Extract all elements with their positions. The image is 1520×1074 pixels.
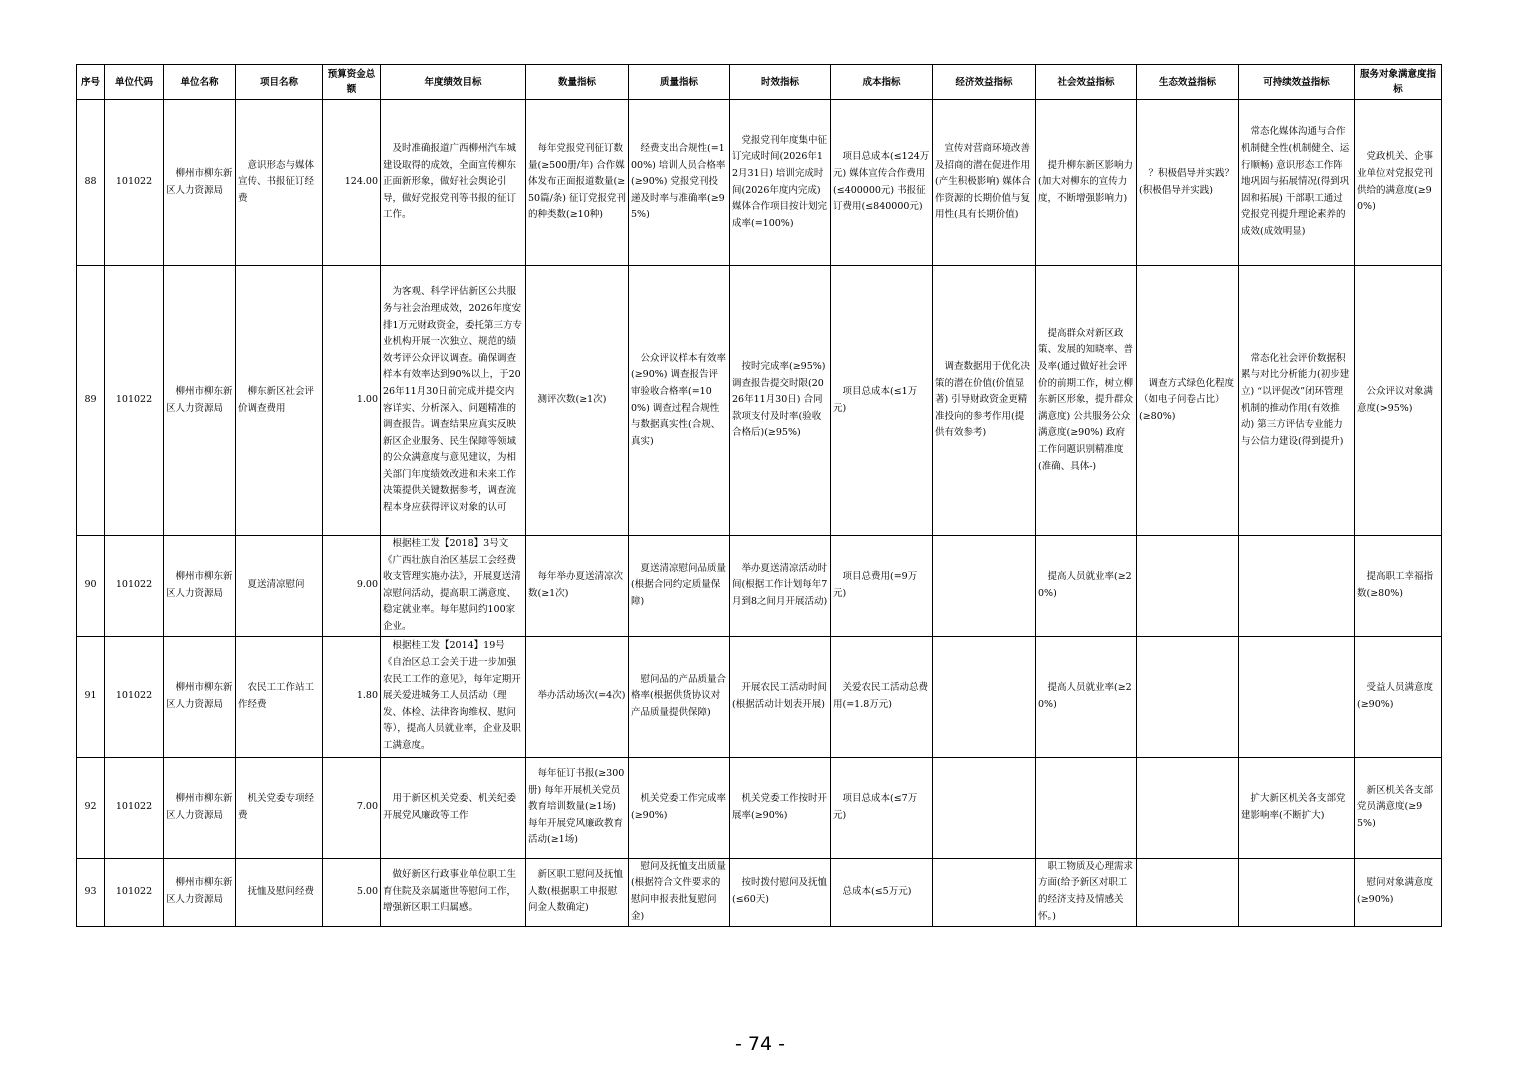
header-cell: 社会效益指标 (1036, 65, 1137, 100)
unit-code: 101022 (105, 858, 164, 926)
quality-indicator: 机关党委工作完成率(≥90%) (629, 757, 730, 858)
header-cell: 单位代码 (105, 65, 164, 100)
unit-name: 柳州市柳东新区人力资源局 (164, 100, 236, 266)
quality-indicator: 夏送清凉慰问品质量(根据合同约定质量保障) (629, 536, 730, 637)
satisfaction-indicator: 新区机关各支部党员满意度(≥95%) (1355, 757, 1442, 858)
unit-code: 101022 (105, 536, 164, 637)
annual-goal: 根据桂工发【2018】3号文《广西壮族自治区基层工会经费收支管理实施办法》，开展夏送清凉慰问活动，提高职工满意度、稳定就业率。每年慰问约100家企业。 (381, 536, 526, 637)
quality-indicator: 经费支出合规性(=100%) 培训人员合格率(≥90%) 党报党刊投递及时率与准确率(≥95%) (629, 100, 730, 266)
eco-indicator (1137, 536, 1239, 637)
budget-amount: 5.00 (323, 858, 381, 926)
quantity-indicator: 每年举办夏送清凉次数(≥1次) (526, 536, 629, 637)
annual-goal: 根据桂工发【2014】19号《自治区总工会关于进一步加强农民工工作的意见》，每年定期开展关爱进城务工人员活动（理发、体检、法律咨询维权、慰问等），提高人员就业率，企业及职工满意度。 (381, 636, 526, 757)
eco-indicator: 调查方式绿色化程度（如电子问卷占比）(≥80%) (1137, 266, 1239, 536)
project-name: 柳东新区社会评价调查费用 (236, 266, 323, 536)
eco-indicator (1137, 858, 1239, 926)
unit-code: 101022 (105, 266, 164, 536)
satisfaction-indicator: 提高职工幸福指数(≥80%) (1355, 536, 1442, 637)
sustain-indicator: 扩大新区机关各支部党建影响率(不断扩大) (1239, 757, 1355, 858)
economic-indicator (933, 757, 1036, 858)
unit-code: 101022 (105, 636, 164, 757)
annual-goal: 及时准确报道广西柳州汽车城建设取得的成效，全面宣传柳东正面新形象，做好社会舆论引导，做好党报党刊等书报的征订工作。 (381, 100, 526, 266)
performance-table (76, 64, 1442, 927)
header-cell: 单位名称 (164, 65, 236, 100)
header-cell: 成本指标 (831, 65, 933, 100)
quantity-indicator: 每年党报党刊征订数量(≥500册/年) 合作媒体发布正面报道数量(≥50篇/条) 征订党报党刊的种类数(≥10种) (526, 100, 629, 266)
unit-name: 柳州市柳东新区人力资源局 (164, 858, 236, 926)
timeliness-indicator: 开展农民工活动时间(根据活动计划表开展) (730, 636, 831, 757)
economic-indicator (933, 536, 1036, 637)
timeliness-indicator: 按时拨付慰问及抚恤(≤60天) (730, 858, 831, 926)
budget-amount: 124.00 (323, 100, 381, 266)
budget-amount: 9.00 (323, 536, 381, 637)
social-indicator: 提高人员就业率(≥20%) (1036, 636, 1137, 757)
sustain-indicator: 常态化社会评价数据积累与对比分析能力(初步建立) “以评促改”闭环管理机制的推动作用(有效推动) 第三方评估专业能力与公信力建设(得到提升) (1239, 266, 1355, 536)
header-cell: 质量指标 (629, 65, 730, 100)
table-row (77, 858, 1442, 926)
timeliness-indicator: 举办夏送清凉活动时间(根据工作计划每年7月到8之间月开展活动) (730, 536, 831, 637)
project-name: 农民工工作站工作经费 (236, 636, 323, 757)
timeliness-indicator: 机关党委工作按时开展率(≥90%) (730, 757, 831, 858)
annual-goal: 为客观、科学评估新区公共服务与社会治理成效，2026年度安排1万元财政资金，委托第三方专业机构开展一次独立、规范的绩效考评公众评议调查。确保调查样本有效率达到90%以上，于2026年11月30日前完成并提交内容详实、分析深入、问题精准的调查报告。调查结果应真实反映新区企业服务、民生保障等领域的公众满意度与意见建议，为相关部门年度绩效改进和未来工作决策提供关键数据参考，调查流程本身应获得评议对象的认可 (381, 266, 526, 536)
row-number: 91 (77, 636, 105, 757)
timeliness-indicator: 党报党刊年度集中征订完成时间(2026年12月31日) 培训完成时间(2026年度内完成) 媒体合作项目按计划完成率(=100%) (730, 100, 831, 266)
page-number: - 74 - (735, 1033, 785, 1055)
sustain-indicator (1239, 636, 1355, 757)
cost-indicator: 关爱农民工活动总费用(=1.8万元) (831, 636, 933, 757)
row-number: 92 (77, 757, 105, 858)
header-cell: 经济效益指标 (933, 65, 1036, 100)
economic-indicator: 调查数据用于优化决策的潜在价值(价值显著) 引导财政资金更精准投向的参考作用(提供有效参考) (933, 266, 1036, 536)
social-indicator: 提升柳东新区影响力(加大对柳东的宣传力度，不断增强影响力) (1036, 100, 1137, 266)
quality-indicator: 慰问品的产品质量合格率(根据供货协议对产品质量提供保障) (629, 636, 730, 757)
annual-goal: 用于新区机关党委、机关纪委开展党风廉政等工作 (381, 757, 526, 858)
budget-amount: 1.80 (323, 636, 381, 757)
quantity-indicator: 每年征订书报(≥300册) 每年开展机关党员教育培训数量(≥1场) 每年开展党风廉政教育活动(≥1场) (526, 757, 629, 858)
sustain-indicator (1239, 858, 1355, 926)
satisfaction-indicator: 受益人员满意度(≥90%) (1355, 636, 1442, 757)
unit-code: 101022 (105, 100, 164, 266)
social-indicator: 提高人员就业率(≥20%) (1036, 536, 1137, 637)
satisfaction-indicator: 党政机关、企事业单位对党报党刊供给的满意度(≥90%) (1355, 100, 1442, 266)
header-cell: 项目名称 (236, 65, 323, 100)
cost-indicator: 项目总成本(≤1万元) (831, 266, 933, 536)
project-name: 夏送清凉慰问 (236, 536, 323, 637)
table-row (77, 636, 1442, 757)
sustain-indicator (1239, 536, 1355, 637)
row-number: 89 (77, 266, 105, 536)
cost-indicator: 项目总成本(≤124万元) 媒体宣传合作费用(≤400000元) 书报征订费用(≤840000元) (831, 100, 933, 266)
unit-code: 101022 (105, 757, 164, 858)
unit-name: 柳州市柳东新区人力资源局 (164, 266, 236, 536)
satisfaction-indicator: 慰问对象满意度(≥90%) (1355, 858, 1442, 926)
quantity-indicator: 测评次数(≥1次) (526, 266, 629, 536)
budget-amount: 1.00 (323, 266, 381, 536)
project-name: 机关党委专项经费 (236, 757, 323, 858)
economic-indicator (933, 636, 1036, 757)
sustain-indicator: 常态化媒体沟通与合作机制健全性(机制健全、运行顺畅) 意识形态工作阵地巩固与拓展情况(得到巩固和拓展) 干部职工通过党报党刊提升理论素养的成效(成效明显) (1239, 100, 1355, 266)
quantity-indicator: 新区职工慰问及抚恤人数(根据职工申报慰问金人数确定) (526, 858, 629, 926)
cost-indicator: 总成本(≤5万元) (831, 858, 933, 926)
header-cell: 时效指标 (730, 65, 831, 100)
social-indicator: 职工物质及心理需求方面(给予新区对职工的经济支持及情感关怀。) (1036, 858, 1137, 926)
table-row (77, 536, 1442, 637)
cost-indicator: 项目总费用(=9万元) (831, 536, 933, 637)
header-cell: 年度绩效目标 (381, 65, 526, 100)
quality-indicator: 慰问及抚恤支出质量(根据符合文件要求的慰问申报表批复慰问金) (629, 858, 730, 926)
eco-indicator: ？积极倡导并实践？(积极倡导并实践) (1137, 100, 1239, 266)
quantity-indicator: 举办活动场次(=4次) (526, 636, 629, 757)
project-name: 抚恤及慰问经费 (236, 858, 323, 926)
annual-goal: 做好新区行政事业单位职工生育住院及亲属逝世等慰问工作，增强新区职工归属感。 (381, 858, 526, 926)
unit-name: 柳州市柳东新区人力资源局 (164, 536, 236, 637)
unit-name: 柳州市柳东新区人力资源局 (164, 757, 236, 858)
timeliness-indicator: 按时完成率(≥95%) 调查报告提交时限(2026年11月30日) 合同款项支付及时率(验收合格后)(≥95%) (730, 266, 831, 536)
economic-indicator: 宣传对营商环境改善及招商的潜在促进作用(产生积极影响) 媒体合作资源的长期价值与复用性(具有长期价值) (933, 100, 1036, 266)
eco-indicator (1137, 757, 1239, 858)
satisfaction-indicator: 公众评议对象满意度(>95%) (1355, 266, 1442, 536)
cost-indicator: 项目总成本(≤7万元) (831, 757, 933, 858)
row-number: 93 (77, 858, 105, 926)
header-cell: 服务对象满意度指标 (1355, 65, 1442, 100)
unit-name: 柳州市柳东新区人力资源局 (164, 636, 236, 757)
header-cell: 序号 (77, 65, 105, 100)
eco-indicator (1137, 636, 1239, 757)
economic-indicator (933, 858, 1036, 926)
header-cell: 数量指标 (526, 65, 629, 100)
header-row (77, 65, 1442, 100)
table-row (77, 757, 1442, 858)
table-row (77, 266, 1442, 536)
row-number: 88 (77, 100, 105, 266)
table-row (77, 100, 1442, 266)
quality-indicator: 公众评议样本有效率(≥90%) 调查报告评审验收合格率(=100%) 调查过程合规性与数据真实性(合规、真实) (629, 266, 730, 536)
header-cell: 预算资金总额 (323, 65, 381, 100)
social-indicator (1036, 757, 1137, 858)
header-cell: 生态效益指标 (1137, 65, 1239, 100)
project-name: 意识形态与媒体宣传、书报征订经费 (236, 100, 323, 266)
header-cell: 可持续效益指标 (1239, 65, 1355, 100)
social-indicator: 提高群众对新区政策、发展的知晓率、普及率(通过做好社会评价的前期工作，树立柳东新区形象，提升群众满意度) 公共服务公众满意度(≥90%) 政府工作问题识别精准度(准确、具体-) (1036, 266, 1137, 536)
row-number: 90 (77, 536, 105, 637)
budget-amount: 7.00 (323, 757, 381, 858)
